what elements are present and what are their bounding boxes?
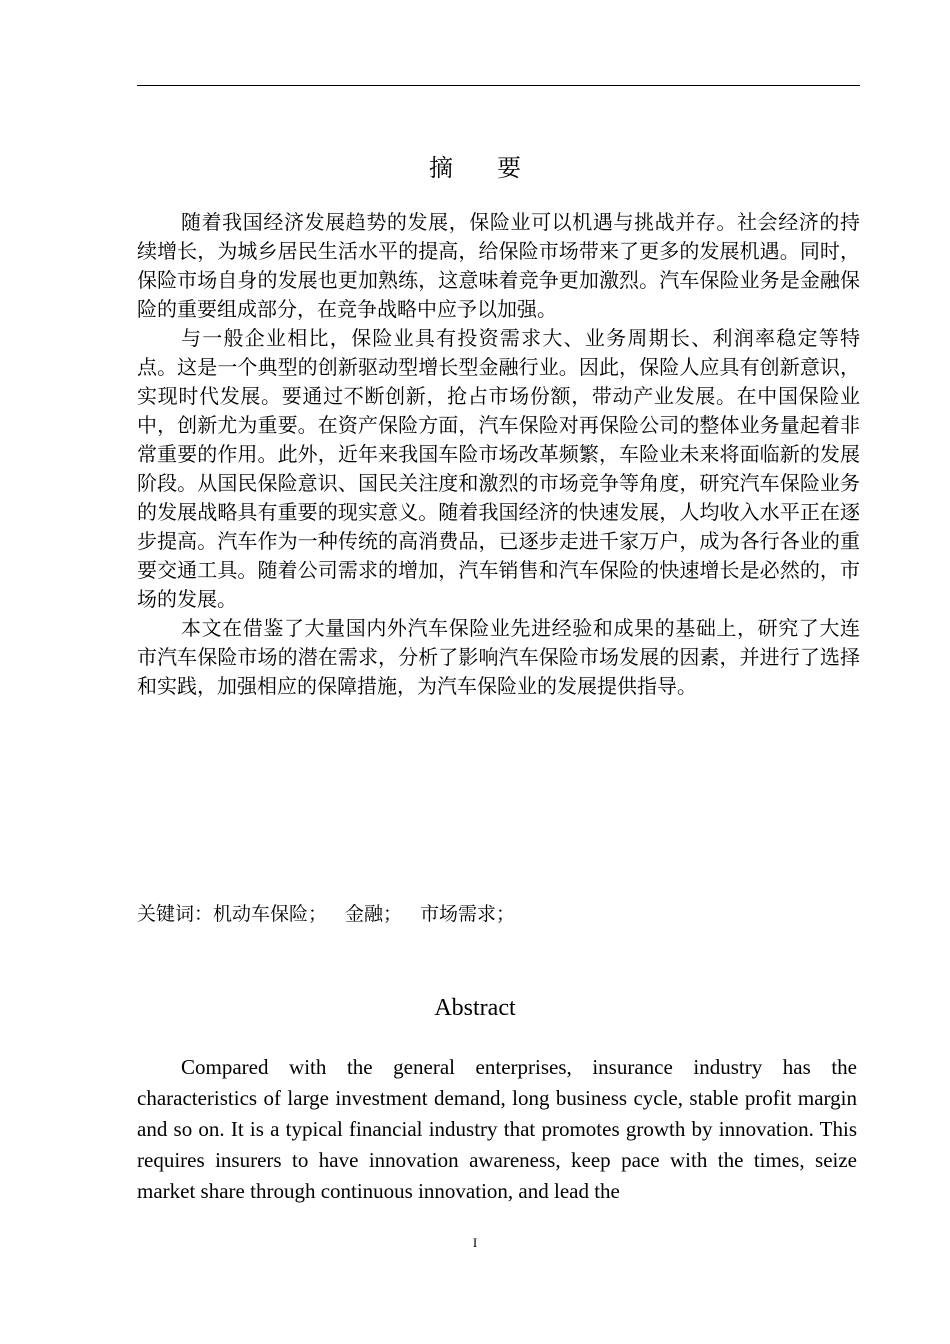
chinese-abstract-paragraph-1: 随着我国经济发展趋势的发展，保险业可以机遇与挑战并存。社会经济的持续增长，为城乡居民生活水平的提高，给保险市场带来了更多的发展机遇。同时，保险市场自身的发展也更加熟练，这意味着竞争更加激烈。汽车保险业务是金融保险的重要组成部分，在竞争战略中应予以加强。 <box>137 210 860 321</box>
chinese-abstract-body <box>137 208 860 701</box>
header-rule <box>137 85 860 86</box>
keyword-item: 机动车保险； <box>213 903 328 925</box>
english-abstract-body <box>137 1052 857 1207</box>
keyword-item: 金融； <box>345 903 403 925</box>
page-number: I <box>472 1235 478 1250</box>
keywords-label: 关键词： <box>137 903 214 925</box>
chinese-abstract-paragraph-3: 本文在借鉴了大量国内外汽车保险业先进经验和成果的基础上，研究了大连市汽车保险市场的潜在需求，分析了影响汽车保险市场发展的因素，并进行了选择和实践，加强相应的保障措施，为汽车保险业的发展提供指导。 <box>137 616 860 698</box>
english-abstract-title: Abstract <box>434 995 516 1021</box>
keywords-line <box>137 900 533 928</box>
keyword-item: 市场需求； <box>420 903 516 925</box>
chinese-abstract-paragraph-2: 与一般企业相比，保险业具有投资需求大、业务周期长、利润率稳定等特点。这是一个典型的创新驱动型增长型金融行业。因此，保险人应具有创新意识，实现时代发展。要通过不断创新，抢占市场份额，带动产业发展。在中国保险业中，创新尤为重要。在资产保险方面，汽车保险对再保险公司的整体业务量起着非常重要的作用。此外，近年来我国车险市场改革频繁，车险业未来将面临新的发展阶段。从国民保险意识、国民关注度和激烈的市场竞争等角度，研究汽车保险业务的发展战略具有重要的现实意义。随着我国经济的快速发展，人均收入水平正在逐步提高。汽车作为一种传统的高消费品，已逐步走进千家万户，成为各行各业的重要交通工具。随着公司需求的增加，汽车销售和汽车保险的快速增长是必然的，市场的发展。 <box>137 326 860 611</box>
english-abstract-paragraph: Compared with the general enterprises, insurance industry has the characteristics of large investment demand, long business cycle, stable profit margin and so on. It is a typical financial industry that promotes growth by innovation. This requires insurers to have innovation awareness, keep pace with the times, seize market share through continuous innovation, and lead the <box>137 1055 857 1203</box>
chinese-abstract-title: 摘要 <box>429 154 565 182</box>
